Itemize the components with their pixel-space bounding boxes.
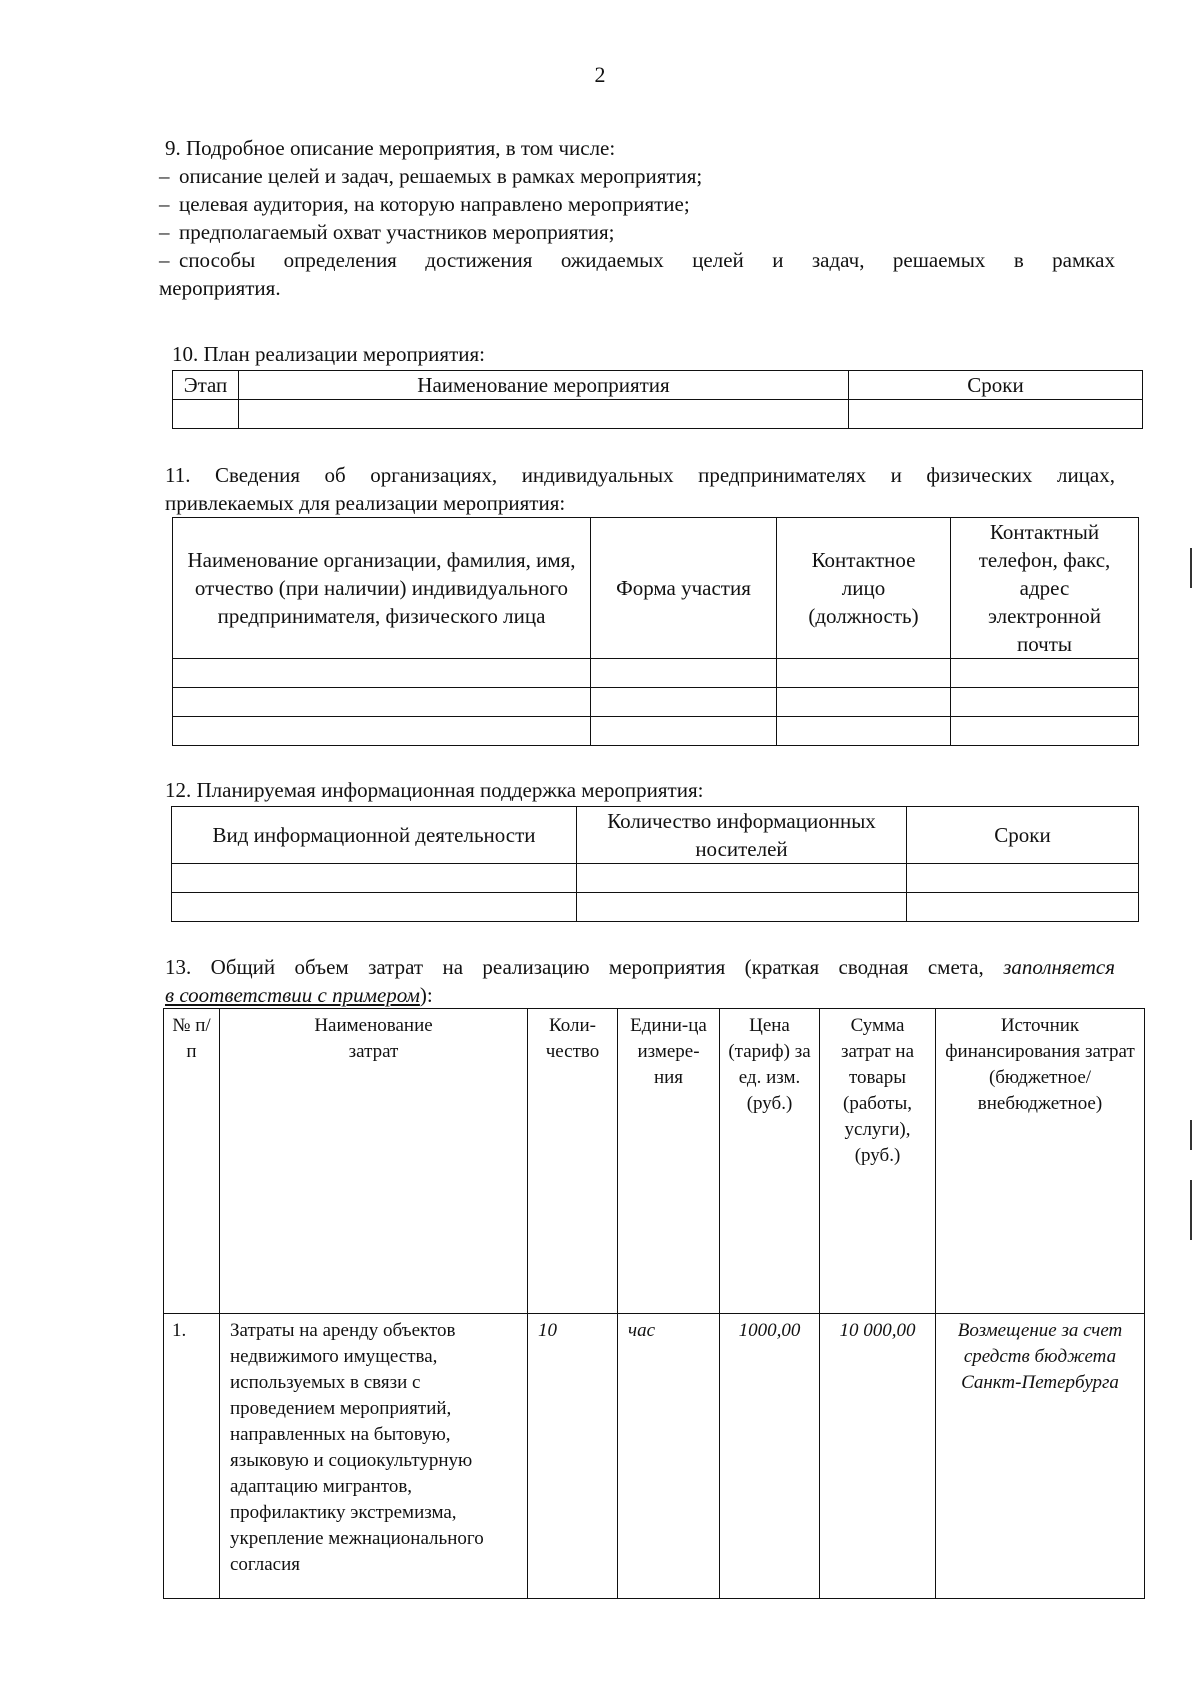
scan-edge-mark <box>1190 1180 1192 1240</box>
table-row <box>173 659 1139 688</box>
section-9-item: – описание целей и задач, решаемых в рамках мероприятия; <box>159 164 703 188</box>
section-12-title: 12. Планируемая информационная поддержка мероприятия: <box>165 778 704 802</box>
scan-edge-mark <box>1190 548 1192 588</box>
section-9-item: – целевая аудитория, на которую направлено мероприятие; <box>159 192 690 216</box>
section-9 <box>159 134 1115 302</box>
table-row <box>173 400 1143 429</box>
scan-edge-mark <box>1190 1120 1192 1150</box>
financing-source: Возмещение за счет средств бюджета Санкт-Петербурга <box>936 1314 1145 1599</box>
section-9-item: – предполагаемый охват участников мероприятия; <box>159 220 615 244</box>
col-header: Сроки <box>907 807 1139 864</box>
col-header: Наименование затрат <box>220 1009 528 1314</box>
section-9-title: 9. Подробное описание мероприятия, в том числе: <box>165 136 616 160</box>
col-header: Контактное лицо (должность) <box>777 518 951 659</box>
col-header: Цена (тариф) за ед. изм. (руб.) <box>720 1009 820 1314</box>
section-11-title: 11. Сведения об организациях, индивидуальных предпринимателях и физических лицах, привлекаемых для реализации мероприятия: <box>165 463 1115 515</box>
plan-table <box>172 370 1143 429</box>
table-row <box>172 864 1139 893</box>
col-header: Контактный телефон, факс, адрес электронной почты <box>951 518 1139 659</box>
col-header: № п/п <box>164 1009 220 1314</box>
participants-table <box>172 517 1139 746</box>
col-header: Наименование мероприятия <box>239 371 849 400</box>
info-support-table <box>171 806 1139 922</box>
cost-table <box>163 1008 1145 1599</box>
col-header: Форма участия <box>591 518 777 659</box>
col-header: Сроки <box>849 371 1143 400</box>
cost-unit: час <box>618 1314 720 1599</box>
col-header: Количество информационных носителей <box>577 807 907 864</box>
section-9-item: – способы определения достижения ожидаемых целей и задач, решаемых в рамках <box>159 248 1115 272</box>
col-header: Наименование организации, фамилия, имя, отчество (при наличии) индивидуального предпринимателя, физического лица <box>173 518 591 659</box>
section-10-title: 10. План реализации мероприятия: <box>172 342 485 366</box>
section-13-title: 13. Общий объем затрат на реализацию мероприятия (краткая сводная смета, заполняется в соответствии с примером): <box>165 955 1115 1007</box>
table-row <box>173 688 1139 717</box>
table-row <box>172 893 1139 922</box>
cost-name: Затраты на аренду объектов недвижимого имущества, используемых в связи с проведением мероприятий, направленных на бытовую, языковую и социокультурную адаптацию мигрантов, профилактику экстремизма, укрепление межнационального согласия <box>220 1314 528 1599</box>
page-number: 2 <box>594 62 606 87</box>
table-row <box>173 717 1139 746</box>
col-header: Источник финансирования затрат (бюджетное/ внебюджетное) <box>936 1009 1145 1314</box>
col-header: Едини-ца измере-ния <box>618 1009 720 1314</box>
row-number: 1. <box>164 1314 220 1599</box>
col-header: Вид информационной деятельности <box>172 807 577 864</box>
table-row <box>164 1314 1145 1599</box>
col-header: Сумма затрат на товары (работы, услуги), (руб.) <box>820 1009 936 1314</box>
cost-quantity: 10 <box>528 1314 618 1599</box>
section-9-item-cont: мероприятия. <box>159 276 281 300</box>
cost-price: 1000,00 <box>720 1314 820 1599</box>
col-header: Коли-чество <box>528 1009 618 1314</box>
cost-sum: 10 000,00 <box>820 1314 936 1599</box>
col-header: Этап <box>173 371 239 400</box>
